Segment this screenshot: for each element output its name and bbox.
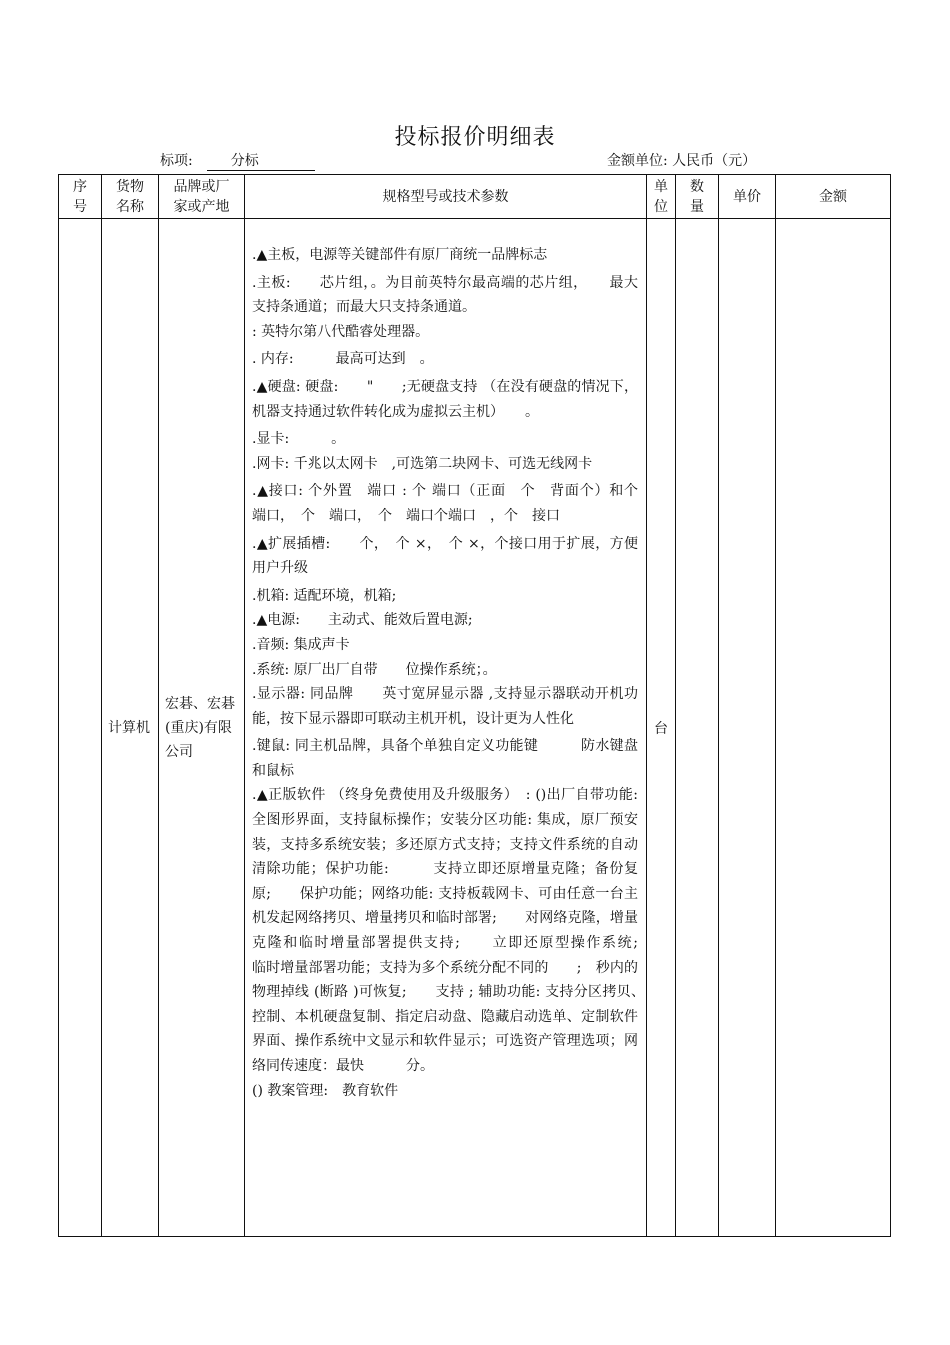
lot-label: 标项:	[160, 153, 193, 169]
header-qty: 数 量	[676, 175, 719, 219]
spec-line: .▲扩展插槽: 个， 个 ×， 个 ×，个接口用于扩展，方便用户升级	[252, 535, 638, 577]
cell-price	[719, 219, 776, 1237]
header-name: 货物 名称	[102, 175, 159, 219]
table-row	[59, 219, 891, 1237]
cell-brand: 宏碁、宏碁(重庆)有限公司	[159, 219, 245, 1237]
table-header-row	[59, 175, 891, 219]
quote-table	[58, 174, 891, 1237]
currency-value: 人民币（元）	[672, 153, 757, 169]
lot-field	[160, 150, 315, 171]
spec-line: .▲硬盘: 硬盘: " ;无硬盘支持 （在没有硬盘的情况下，机器支持通过软件转化成为虚拟云主机） 。	[252, 378, 638, 420]
spec-line: .▲正版软件 （终身免费使用及升级服务） : ()出厂自带功能: 全图形界面，支持鼠标操作；安装分区功能: 集成，原厂预安装，支持多系统安装；多还原方式支持；支持文件系统的自动清除功能；保护功能: 支持立即还原增量克隆；备份复原; 保护功能；网络功能: 支持板载网卡、可由任意一台主机发起网络拷贝、增量拷贝和临时部署; 对网络克隆，增量克隆和临时增量部署提供支持; 立即还原型操作系统; 临时增量部署功能；支持为多个系统分配不同的 ; 秒内的物理掉线 (断路 )可恢复; 支持 ; 辅助功能: 支持分区拷贝、 控制、本机硬盘复制、指定启动盘、隐藏启动选单、定制软件界面、操作系统中文显示和软件显示；可选资产管理选项；网络同传速度：最快 分。	[252, 787, 666, 1074]
spec-line: .▲主板，电源等关键部件有原厂商统一品牌标志	[252, 247, 548, 263]
cell-name: 计算机	[102, 219, 159, 1237]
lot-value: 分标	[207, 150, 315, 171]
cell-unit: 台	[647, 219, 676, 1237]
spec-line: . 内存: 最高可达到 。	[252, 351, 434, 368]
spec-line: .网卡: 千兆以太网卡 ,可选第二块网卡、可选无线网卡	[252, 455, 593, 472]
spec-line: .键鼠: 同主机品牌，具备个单独自定义功能键 防水键盘和鼠标	[252, 738, 638, 779]
header-price: 单价	[719, 175, 776, 219]
header-brand: 品牌或厂 家或产地	[159, 175, 245, 219]
spec-line: .机箱: 适配环境，机箱;	[252, 587, 397, 604]
header-amount: 金额	[776, 175, 891, 219]
header-spec: 规格型号或技术参数	[245, 175, 647, 219]
spec-line: .▲接口: 个外置 端口 : 个 端口（正面 个 背面个）和个 端口， 个 端口， 个 端口个端口 ，个 接口	[252, 483, 652, 524]
spec-line: () 教案管理: 教育软件	[252, 1082, 399, 1099]
spec-line: .显示器: 同品牌 英寸宽屏显示器 ,支持显示器联动开机功能，按下显示器即可联动主机开机，设计更为人性化	[252, 686, 638, 727]
spec-line: .系统: 原厂出厂自带 位操作系统；。	[252, 661, 497, 678]
currency-label: 金额单位:	[607, 153, 668, 169]
spec-line: .音频: 集成声卡	[252, 636, 350, 653]
cell-no	[59, 219, 102, 1237]
spec-line: .显卡: 。	[252, 431, 346, 448]
currency-field	[607, 150, 756, 170]
spec-line: .▲电源: 主动式、能效后置电源;	[252, 612, 473, 629]
header-unit: 单 位	[647, 175, 676, 219]
cell-amount	[776, 219, 891, 1237]
document-title: 投标报价明细表	[394, 125, 556, 150]
spec-line: : 英特尔第八代酷睿处理器。	[252, 323, 430, 340]
cell-spec	[245, 219, 666, 1237]
cell-qty	[676, 219, 719, 1237]
spec-line: .主板: 芯片组，。为目前英特尔最高端的芯片组， 最大支持条通道；而最大只支持条通道。	[252, 274, 638, 316]
header-no: 序 号	[59, 175, 102, 219]
